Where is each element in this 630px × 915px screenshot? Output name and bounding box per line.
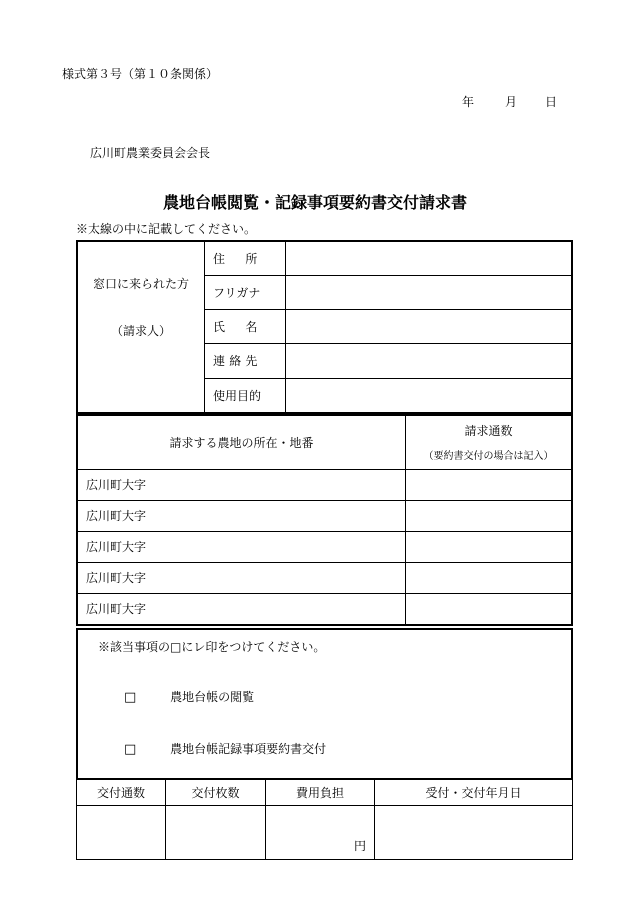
- date-month-label: 月: [505, 95, 518, 109]
- page-title: 農地台帳閲覧・記録事項要約書交付請求書: [162, 193, 467, 212]
- form-number: 様式第３号（第１０条関係）: [62, 67, 219, 81]
- land-copies-cell[interactable]: [406, 531, 573, 562]
- fee-unit: 円: [353, 839, 366, 853]
- date-year-label: 年: [462, 95, 475, 109]
- land-table: [76, 414, 573, 626]
- options-panel: [76, 628, 573, 780]
- table-row: [77, 469, 572, 500]
- land-location-cell[interactable]: 広川町大字: [77, 469, 406, 500]
- table-row: [77, 531, 572, 562]
- applicant-table: [76, 240, 573, 414]
- options-instruction: ※該当事項の□にレ印をつけてください。: [98, 640, 326, 654]
- office-header-sheets: 交付枚数: [166, 780, 266, 806]
- land-location-cell[interactable]: 広川町大字: [77, 593, 406, 625]
- land-location-cell[interactable]: 広川町大字: [77, 531, 406, 562]
- applicant-group-label: 窓口に来られた方: [92, 277, 189, 291]
- table-row: [77, 593, 572, 625]
- option-viewing-label: 農地台帳の閲覧: [170, 690, 255, 704]
- office-copies-cell: [77, 806, 166, 860]
- office-table: [76, 779, 573, 860]
- applicant-group-cell: [77, 241, 205, 413]
- furigana-field[interactable]: [286, 275, 573, 309]
- purpose-field[interactable]: [286, 378, 573, 413]
- checkbox-viewing[interactable]: □: [124, 690, 137, 705]
- addressee: 広川町農業委員会会長: [90, 146, 211, 160]
- checkbox-summary[interactable]: □: [124, 742, 137, 757]
- field-label-address: 住 所: [205, 241, 286, 275]
- option-summary[interactable]: [124, 740, 326, 757]
- instruction-note: ※太線の中に記載してください。: [76, 222, 257, 236]
- land-copies-cell[interactable]: [406, 562, 573, 593]
- office-date-cell: [375, 806, 573, 860]
- field-label-furigana: フリガナ: [205, 275, 286, 309]
- land-copies-cell[interactable]: [406, 500, 573, 531]
- option-viewing[interactable]: [124, 688, 254, 705]
- name-field[interactable]: [286, 309, 573, 343]
- office-sheets-cell: [166, 806, 266, 860]
- office-header-copies: 交付通数: [77, 780, 166, 806]
- contact-field[interactable]: [286, 343, 573, 378]
- table-row: [77, 500, 572, 531]
- field-label-name: 氏 名: [205, 309, 286, 343]
- applicant-group-sublabel: （請求人）: [110, 324, 171, 338]
- land-location-header: 請求する農地の所在・地番: [77, 415, 406, 469]
- land-copies-cell[interactable]: [406, 469, 573, 500]
- office-header-fee: 費用負担: [266, 780, 375, 806]
- office-fee-cell: [266, 806, 375, 860]
- date-day-label: 日: [545, 95, 558, 109]
- office-header-date: 受付・交付年月日: [375, 780, 573, 806]
- field-label-contact: 連絡先: [205, 343, 286, 378]
- table-row: [77, 562, 572, 593]
- option-summary-label: 農地台帳記録事項要約書交付: [170, 742, 327, 756]
- land-copies-cell[interactable]: [406, 593, 573, 625]
- land-location-cell[interactable]: 広川町大字: [77, 562, 406, 593]
- field-label-purpose: 使用目的: [205, 378, 286, 413]
- address-field[interactable]: [286, 241, 573, 275]
- land-location-cell[interactable]: 広川町大字: [77, 500, 406, 531]
- land-copies-header: [406, 415, 573, 469]
- land-copies-header-note: （要約書交付の場合は記入）: [423, 451, 554, 463]
- land-copies-header-label: 請求通数: [464, 424, 513, 439]
